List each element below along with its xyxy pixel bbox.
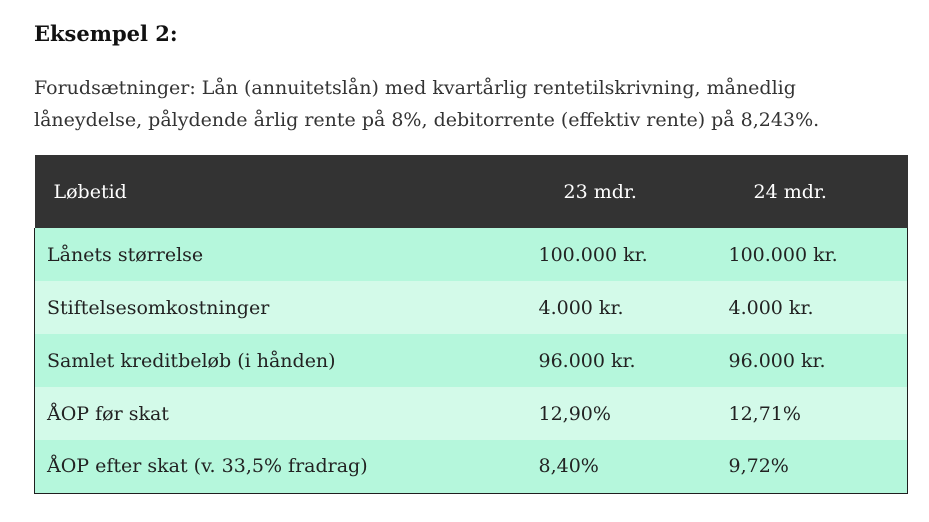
table-row-establishment-costs (35, 281, 908, 334)
cell-23-months: 4.000 kr. (538, 296, 624, 319)
row-label: ÅOP før skat (35, 387, 537, 440)
header-term-label: Løbetid (53, 180, 127, 203)
row-label: Samlet kreditbeløb (i hånden) (35, 334, 537, 387)
example-heading: Eksempel 2: (34, 21, 178, 46)
loan-comparison-table (34, 155, 908, 494)
table-row-aop-before-tax (35, 387, 908, 440)
cell-23-months: 100.000 kr. (538, 243, 648, 266)
row-label: Stiftelsesomkostninger (35, 281, 537, 334)
cell-24-months: 96.000 kr. (727, 334, 908, 387)
cell-23-months: 8,40% (537, 440, 727, 493)
row-label: ÅOP efter skat (v. 33,5% fradrag) (35, 440, 537, 493)
cell-24-months: 12,71% (727, 387, 908, 440)
cell-23-months: 12,90% (538, 402, 611, 425)
table-header-row (35, 155, 908, 228)
assumptions-paragraph: Forudsætninger: Lån (annuitetslån) med kvartårlig rentetilskrivning, månedlig låneydelse, pålydende årlig rente på 8%, debitorrente (effektiv rente) på 8,243%. (34, 77, 820, 131)
header-23-months: 23 mdr. (563, 180, 637, 203)
cell-24-months: 100.000 kr. (727, 228, 908, 281)
row-label: Lånets størrelse (35, 228, 537, 281)
cell-23-months: 96.000 kr. (538, 349, 636, 372)
table-header (35, 155, 908, 228)
cell-24-months: 9,72% (727, 440, 908, 493)
table-row-aop-after-tax (35, 440, 908, 493)
cell-24-months: 4.000 kr. (727, 281, 908, 334)
table-row-loan-size (35, 228, 908, 281)
header-24-months: 24 mdr. (753, 180, 827, 203)
table-body (35, 228, 908, 493)
table-row-total-credit (35, 334, 908, 387)
